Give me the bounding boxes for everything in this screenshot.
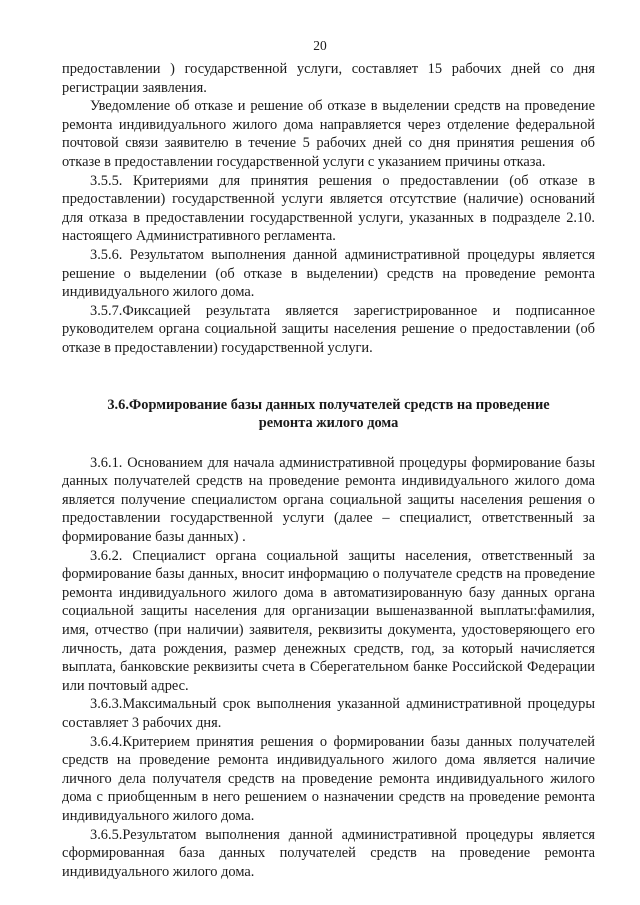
paragraph-3-6-5: 3.6.5.Результатом выполнения данной административной процедуры является сформированная база данных получателей средств на проведение ремонта индивидуального жилого дома. <box>62 826 595 880</box>
paragraph-3-5-5: 3.5.5. Критериями для принятия решения о предоставлении (об отказе в предоставлении) государственной услуги является отсутствие (наличие) оснований для отказа в предоставлении государственной услуги, указанных в подразделе 2.10. настоящего Административного регламента. <box>62 172 595 245</box>
paragraph-3-5-7: 3.5.7.Фиксацией результата является зарегистрированное и подписанное руководителем органа социальной защиты населения решение о предоставлении (об отказе в предоставлении) государственной услуги. <box>62 302 595 356</box>
paragraph-continuation: предоставлении ) государственной услуги, составляет 15 рабочих дней со дня регистрации заявления. <box>62 61 595 96</box>
section-heading-line-2: ремонта жилого дома <box>258 415 399 432</box>
section-heading-line-1: 3.6.Формирование базы данных получателей средств на проведение <box>107 396 550 413</box>
paragraph-3-6-1: 3.6.1. Основанием для начала административной процедуры формирование базы данных получателей средств на проведение ремонта индивидуального жилого дома является получение специалистом органа социальной защиты населения решения о предоставлении государственной услуги (далее – специалист, ответственный за формирование базы данных) . <box>62 454 595 546</box>
paragraph-3-6-4: 3.6.4.Критерием принятия решения о формировании базы данных получателей средств на проведение ремонта индивидуального жилого дома является наличие личного дела получателя средств на проведение ремонта индивидуального жилого дома с приобщенным в него решением о назначении средств на проведение ремонта индивидуального жилого дома. <box>62 733 595 824</box>
page-number: 20 <box>313 38 327 53</box>
section-heading-3-6 <box>62 396 595 433</box>
paragraph-3-6-3: 3.6.3.Максимальный срок выполнения указанной административной процедуры составляет 3 рабочих дня. <box>62 696 595 731</box>
paragraph-3-5-6: 3.5.6. Результатом выполнения данной административной процедуры является решение о выделении (об отказе в выделении) средств на проведение ремонта индивидуального жилого дома. <box>62 246 595 301</box>
document-body <box>62 60 595 881</box>
paragraph-refusal-notice: Уведомление об отказе и решение об отказе в выделении средств на проведение ремонта индивидуального жилого дома направляется через отделение федеральной почтовой связи заявителю в течение 5 рабочих дней со дня принятия решения об отказе в предоставлении государственной услуги с указанием причины отказа. <box>62 98 595 170</box>
paragraph-3-6-2: 3.6.2. Специалист органа социальной защиты населения, ответственный за формирование базы данных, вносит информацию о получателе средств на проведение ремонта индивидуального жилого дома в автоматизированную базу данных органа социальной защиты населения для организации вышеназванной выплаты:фамилия, имя, отчество (при наличии) заявителя, реквизиты документа, удостоверяющего его личность, дата рождения, размер денежных средств, год, за который начисляется выплата, банковские реквизиты счета в Сберегательном банке Российской Федерации или почтовый адрес. <box>62 547 595 694</box>
